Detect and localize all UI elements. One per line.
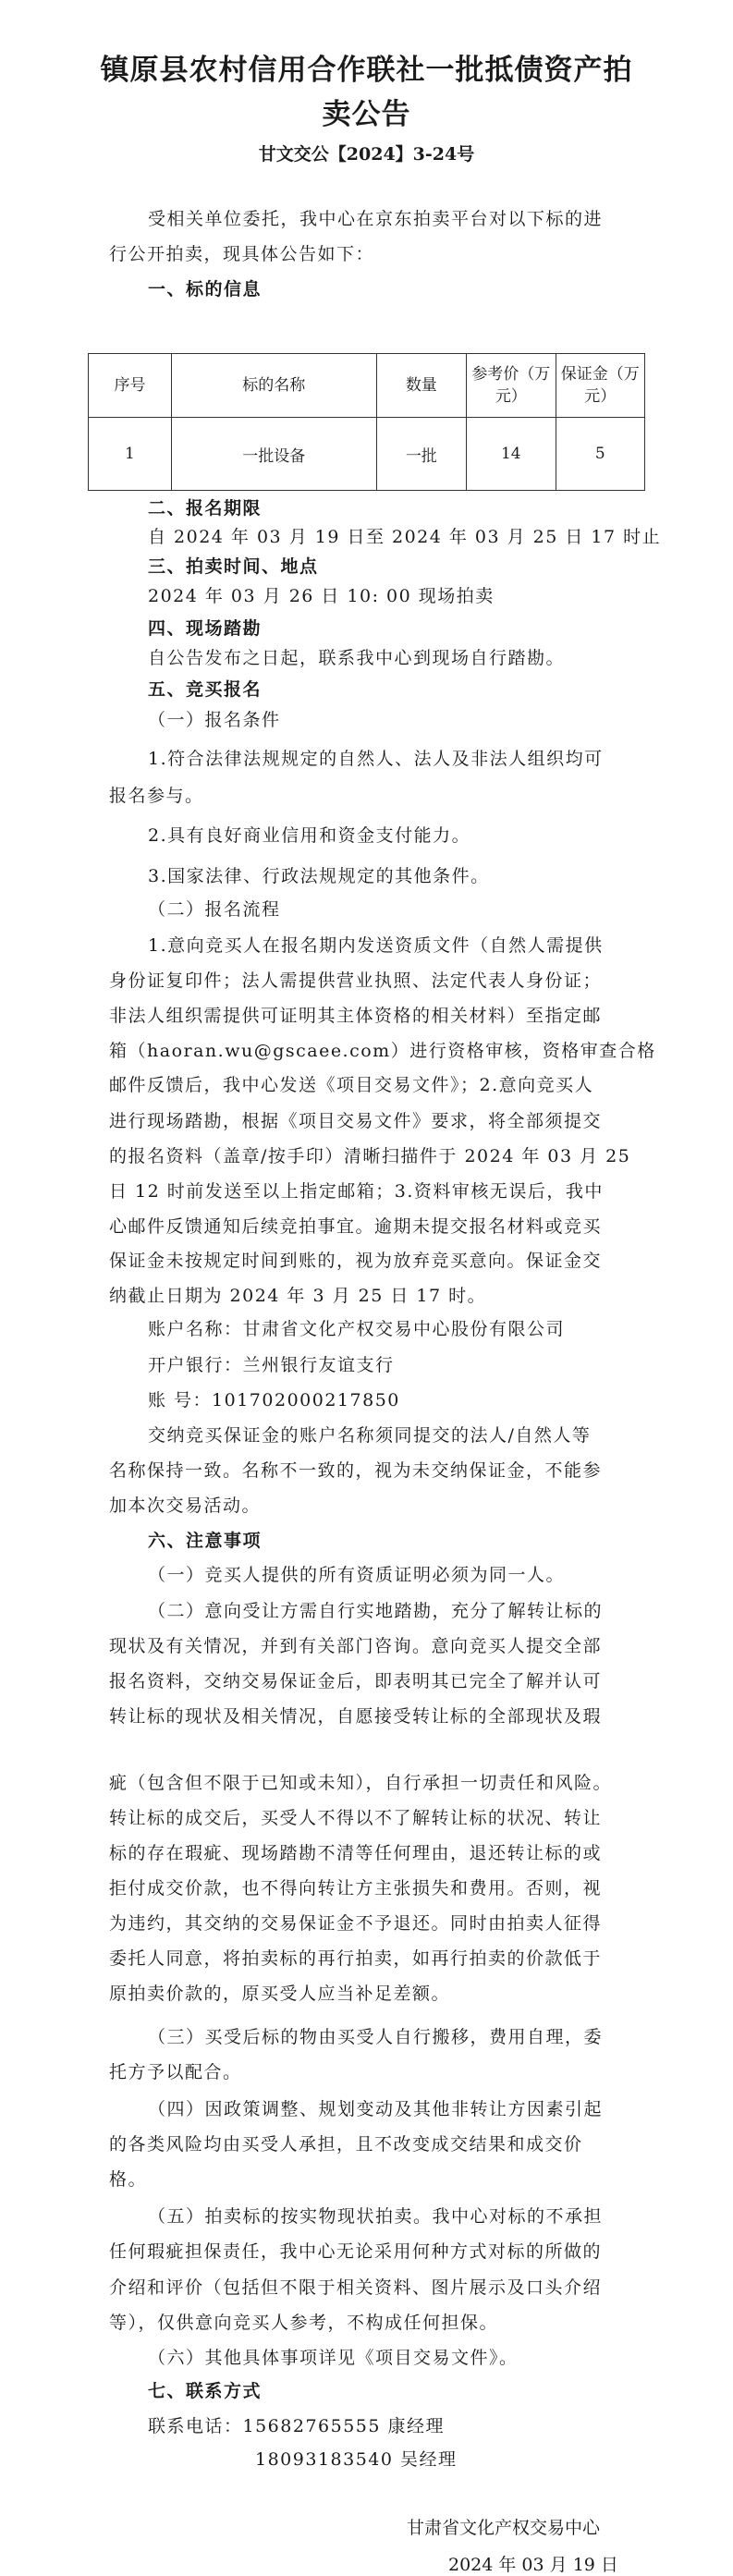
text-line: 自 2024 年 03 月 19 日至 2024 年 03 月 25 日 17 时止 [148,527,662,548]
section-heading: 一、标的信息 [148,279,263,299]
section-heading: 四、现场踏勘 [148,617,263,639]
text-line: 标的存在瑕疵、现场踏勘不清等任何理由，退还转让标的或 [109,1842,603,1863]
section-heading: 六、注意事项 [148,1531,263,1552]
text-line: 疵（包含但不限于已知或未知），自行承担一切责任和风险。 [109,1772,613,1793]
text-line: 委托人同意，将拍卖标的再行拍卖，如再行拍卖的价款低于 [109,1948,603,1970]
text-line: 心邮件反馈通知后续竞拍事宜。逾期未提交报名材料或竞买 [109,1215,603,1237]
account-number: 账 号：101702000217850 [148,1389,400,1410]
contact-phone: 联系电话：15682765555 康经理 [148,2416,446,2437]
text-line: （一）竞买人提供的所有资质证明必须为同一人。 [148,1565,566,1586]
text-line: 邮件反馈后，我中心发送《项目交易文件》；2.意向竞买人 [109,1075,594,1096]
table-cell: 1 [89,418,172,491]
table-cell: 一批 [376,418,467,491]
text-line: 身份证复印件；法人需提供营业执照、法定代表人身份证； [109,970,603,991]
text-line: 格。 [109,2169,148,2191]
text-line: 托方予以配合。 [109,2062,242,2082]
table-row [89,418,645,491]
sign-date: 2024 年 03 月 19 日 [448,2555,618,2576]
sub-heading: （二）报名流程 [148,898,281,920]
text-line: （二）意向受让方需自行实地踏勘，充分了解转让标的 [148,1600,604,1621]
text-line: 报名资料，交纳交易保证金后，即表明其已完全了解并认可 [109,1670,603,1691]
intro-line: 行公开拍卖，现具体公告如下： [109,244,375,264]
table-header-cell: 序号 [89,354,172,418]
section-heading: 五、竞买报名 [148,678,263,700]
text-line: 纳截止日期为 2024 年 3 月 25 日 17 时。 [109,1286,487,1307]
text-line: 进行现场踏勘，根据《项目交易文件》要求，将全部须提交 [109,1110,603,1131]
text-line: 的各类风险均由买受人承担，且不改变成交结果和成交价 [109,2134,583,2155]
signer: 甘肃省文化产权交易中心 [407,2518,601,2539]
contact-phone: 18093183540 吴经理 [255,2449,458,2471]
text-line: （六）其他具体事项详见《项目交易文件》。 [148,2347,519,2368]
document-number: 甘文交公【2024】3-24号 [258,144,475,165]
table-header-row [89,354,645,418]
text-line: 自公告发布之日起，联系我中心到现场自行踏勘。 [148,648,566,669]
page-title: 镇原县农村信用合作联社一批抵债资产拍卖公告 [100,54,633,131]
text-line: 转让标的成交后，买受人不得以不了解转让标的状况、转让 [109,1807,603,1828]
text-line: 2.具有良好商业信用和资金支付能力。 [148,824,471,846]
text-line: 报名参与。 [109,785,204,806]
asset-table [88,353,645,491]
text-line: （三）买受后标的物由买受人自行搬移，费用自理，委 [148,2026,604,2047]
table-cell: 一批设备 [171,418,376,491]
text-line: 日 12 时前发送至以上指定邮箱；3.资料审核无误后，我中 [109,1180,604,1202]
text-line: 名称保持一致。名称不一致的，视为未交纳保证金，不能参 [109,1460,603,1481]
text-line: 2024 年 03 月 26 日 10: 00 现场拍卖 [148,586,495,607]
text-line: 转让标的现状及相关情况，自愿接受转让标的全部现状及瑕 [109,1705,603,1727]
table-header-cell: 参考价（万元） [467,354,556,418]
text-line: 拒付成交价款，也不得向转让方主张损失和费用。否则，视 [109,1877,603,1898]
text-line: 箱（haoran.wu@gscaee.com）进行资格审核，资格审查合格 [109,1041,656,1062]
text-line: 介绍和评价（包括但不限于相关资料、图片展示及口头介绍 [109,2277,603,2298]
table-header-cell: 保证金（万元） [556,354,644,418]
text-line: 3.国家法律、行政法规规定的其他条件。 [148,866,490,887]
text-line: 的报名资料（盖章/按手印）清晰扫描件于 2024 年 03 月 25 [109,1145,631,1166]
text-line: 为违约，其交纳的交易保证金不予退还。同时由拍卖人征得 [109,1913,603,1935]
account-name: 账户名称：甘肃省文化产权交易中心股份有限公司 [148,1319,566,1340]
table-cell: 5 [556,418,644,491]
text-line: 加本次交易活动。 [109,1496,262,1517]
text-line: 等），仅供意向竞买人参考，不构成任何担保。 [109,2312,499,2333]
sub-heading: （一）报名条件 [148,710,281,731]
text-line: 1.意向竞买人在报名期内发送资质文件（自然人需提供 [148,934,604,956]
text-line: 保证金未按规定时间到账的，视为放弃竞买意向。保证金交 [109,1251,603,1272]
text-line: （四）因政策调整、规划变动及其他非转让方因素引起 [148,2099,604,2119]
text-line: 交纳竞买保证金的账户名称须同提交的法人/自然人等 [148,1424,592,1446]
section-heading: 二、报名期限 [148,498,263,519]
text-line: 现状及有关情况，并到有关部门咨询。意向竞买人提交全部 [109,1635,603,1656]
section-heading: 七、联系方式 [148,2381,263,2402]
account-bank: 开户银行：兰州银行友谊支行 [148,1354,395,1375]
text-line: （五）拍卖标的按实物现状拍卖。我中心对标的不承担 [148,2206,604,2228]
table-header-cell: 标的名称 [171,354,376,418]
table-cell: 14 [467,418,556,491]
text-line: 1.符合法律法规规定的自然人、法人及非法人组织均可 [148,748,604,769]
text-line: 原拍卖价款的，原买受人应当补足差额。 [109,1984,451,2005]
intro-line: 受相关单位委托，我中心在京东拍卖平台对以下标的进 [148,209,604,229]
table-header-cell: 数量 [376,354,467,418]
section-heading: 三、拍卖时间、地点 [148,555,319,577]
text-line: 任何瑕疵担保责任，我中心无论采用何种方式对标的所做的 [109,2241,603,2263]
text-line: 非法人组织需提供可证明其主体资格的相关材料）至指定邮 [109,1006,603,1027]
